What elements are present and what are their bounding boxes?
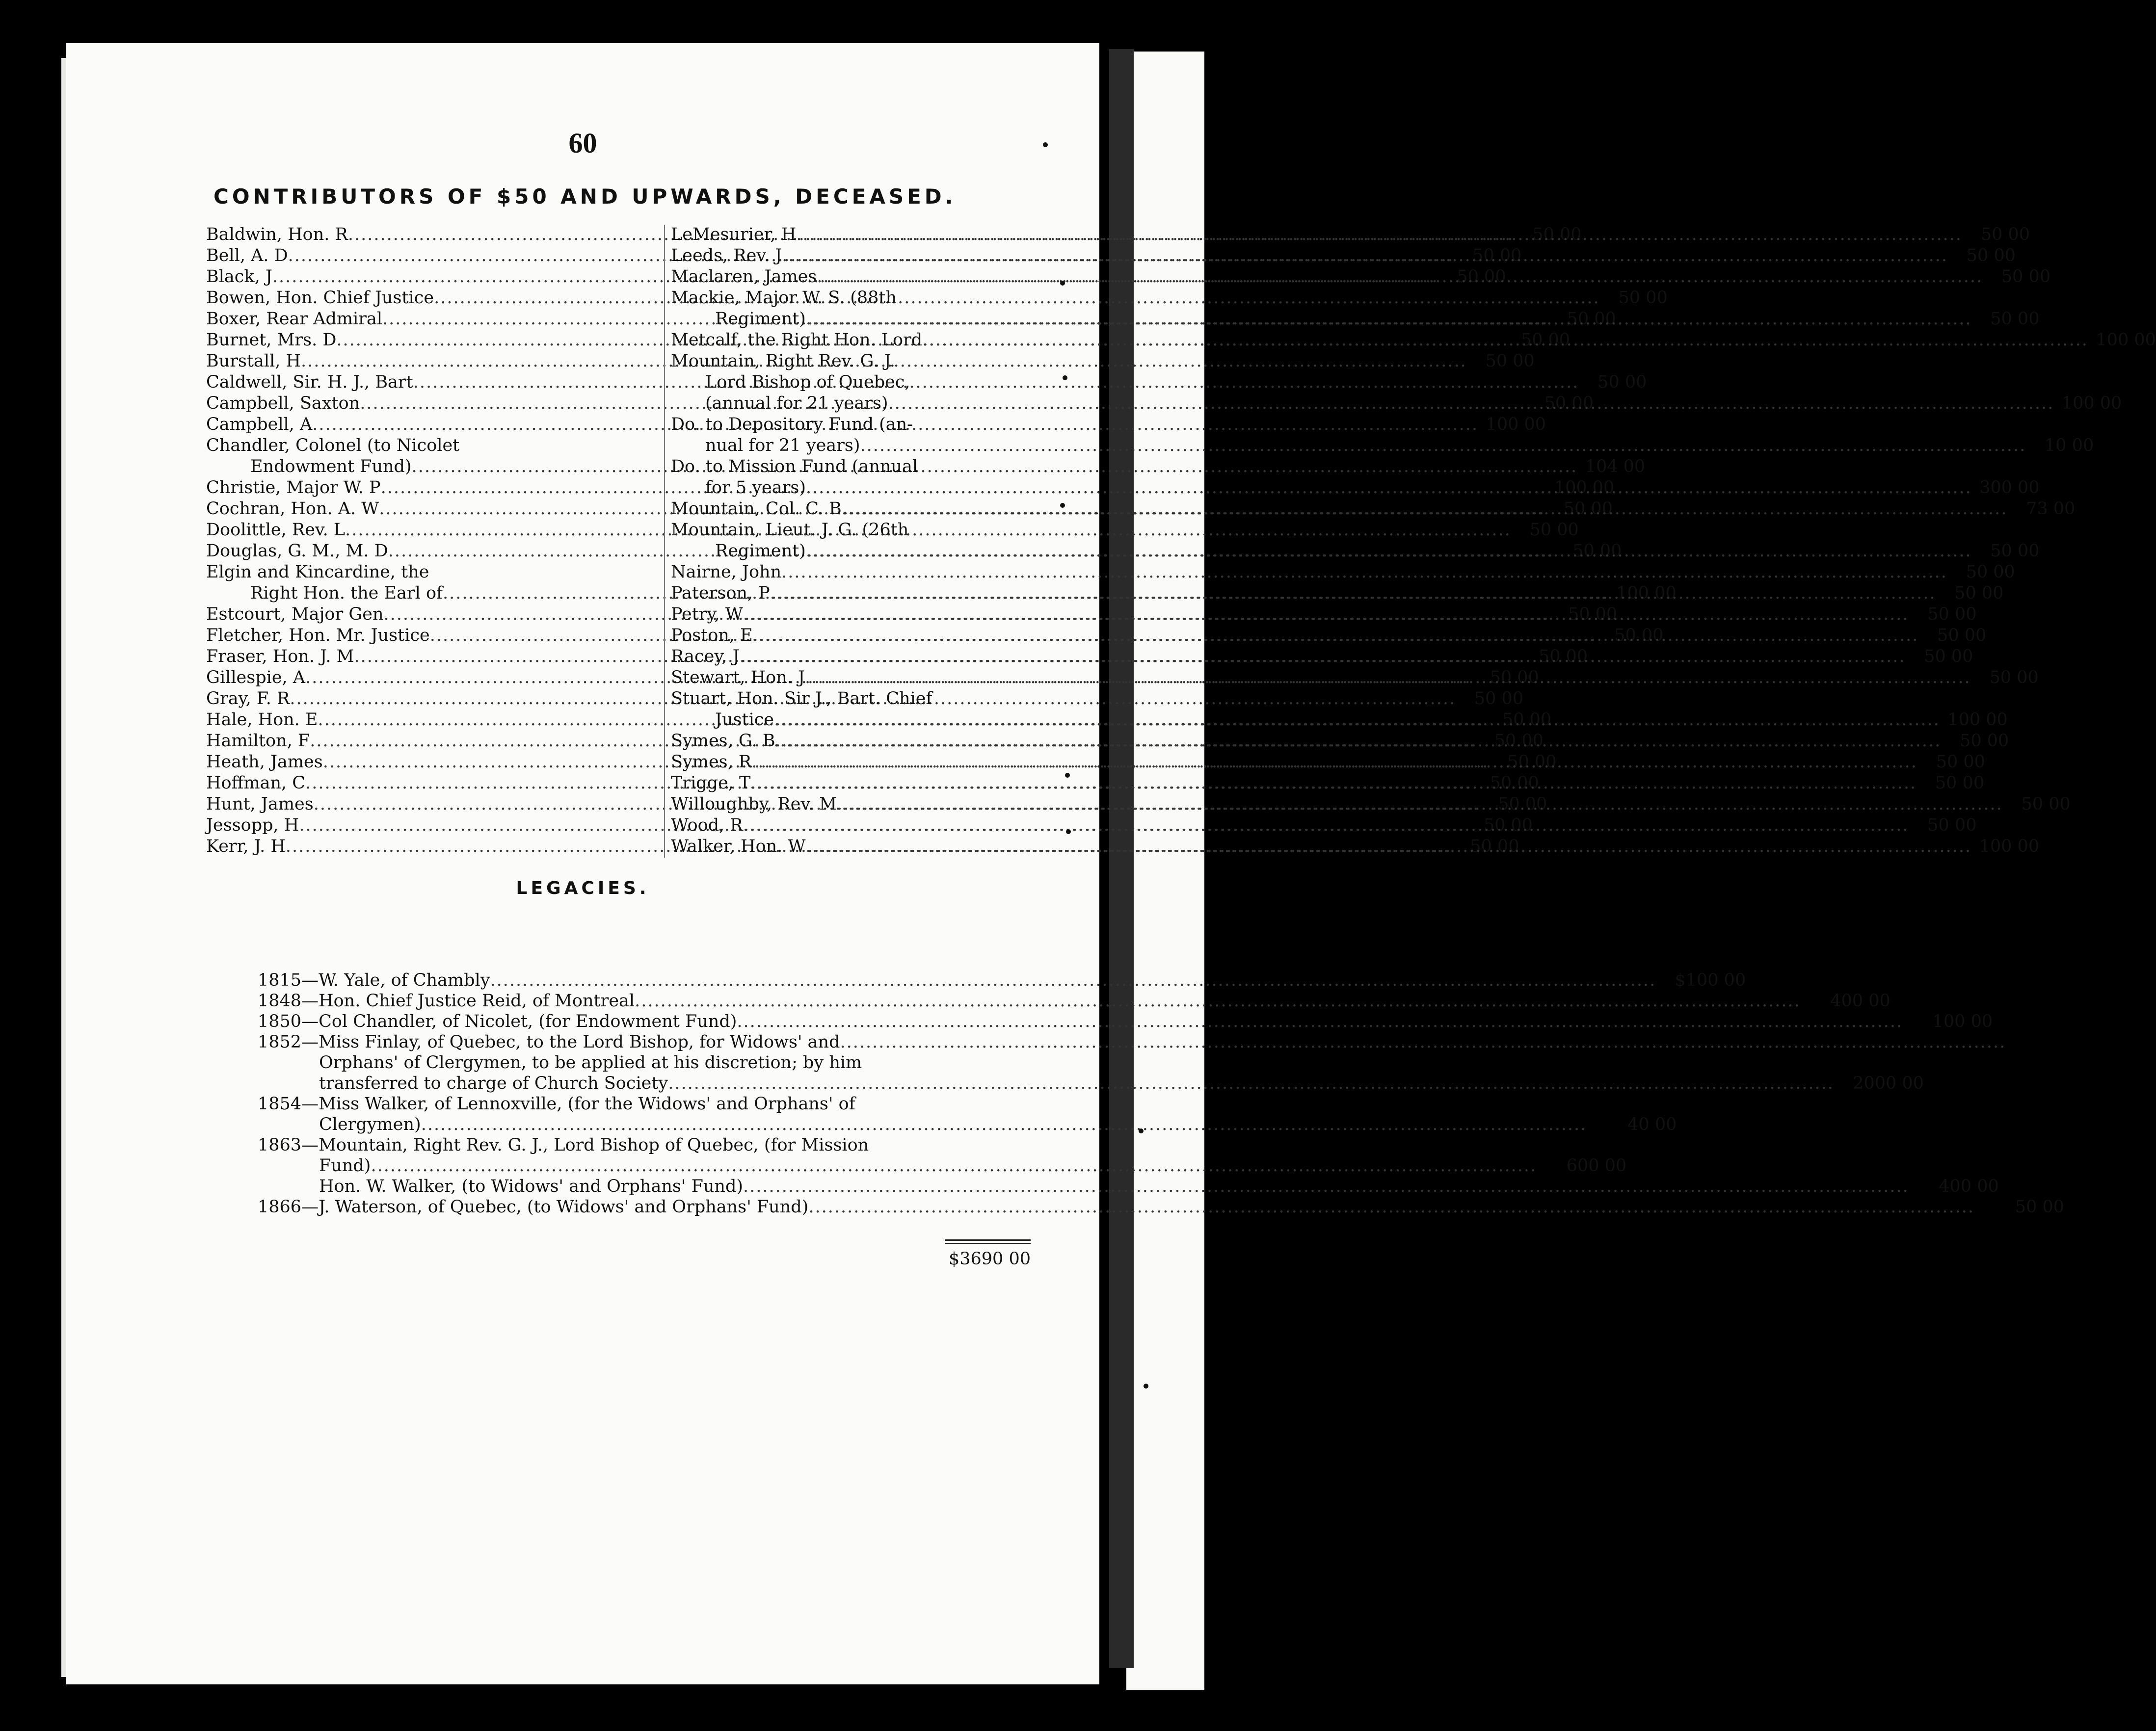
list-item: Hoffman, C ..... 50 00 bbox=[206, 773, 658, 794]
list-item-continued: (annual for 21 years) ..... 100 00 bbox=[671, 393, 1049, 415]
legacies-total: $3690 00 bbox=[948, 1249, 1031, 1269]
list-item: Caldwell, Sir. H. J., Bart ..... 50 00 bbox=[206, 372, 658, 393]
list-item: Mountain, Lieut. J. G. (26th bbox=[671, 520, 909, 540]
list-item: Kerr, J. H ..... 50 00 bbox=[206, 837, 658, 858]
list-item: Poston, E ..... 50 00 bbox=[671, 626, 1049, 647]
list-item: Cochran, Hon. A. W ..... 50 00 bbox=[206, 499, 658, 520]
scan-speck bbox=[1066, 829, 1071, 834]
list-item: Do. to Mission Fund (annual bbox=[671, 457, 918, 476]
list-item: Chandler, Colonel (to Nicolet bbox=[206, 436, 460, 455]
list-item-continued: Regiment) ..... 50 00 bbox=[671, 309, 1049, 330]
list-item: Walker, Hon. W ..... 100 00 bbox=[671, 837, 1049, 858]
list-item: Maclaren, James ..... 50 00 bbox=[671, 267, 1049, 288]
list-item: Paterson, P ..... 50 00 bbox=[671, 583, 1049, 604]
list-item: Boxer, Rear Admiral ..... 50 00 bbox=[206, 309, 658, 330]
list-item: Symes, G. B ..... 50 00 bbox=[671, 731, 1049, 752]
list-item-continued: Right Hon. the Earl of ..... 100 00 bbox=[206, 583, 658, 604]
total-rule bbox=[945, 1243, 1031, 1244]
legacies-heading: LEGACIES. bbox=[516, 878, 650, 898]
list-item: Mountain, Right Rev. G. J. bbox=[671, 351, 895, 371]
list-item: Gray, F. R ..... 50 00 bbox=[206, 689, 658, 710]
legacy-item-continued: Fund) ..... 600 00 bbox=[258, 1156, 1043, 1177]
legacy-item: 1863—Mountain, Right Rev. G. J., Lord Bishop of Quebec, (for Mission bbox=[258, 1135, 869, 1155]
list-item: Doolittle, Rev. L ..... 50 00 bbox=[206, 520, 658, 541]
list-item: Burnet, Mrs. D ..... 50 00 bbox=[206, 330, 658, 351]
list-item: Do. to Depository Fund (an- bbox=[671, 415, 913, 434]
legacy-item: 1852—Miss Finlay, of Quebec, to the Lord Bishop, for Widows' and ..... bbox=[258, 1032, 1043, 1053]
list-item: Stuart, Hon. Sir J., Bart. Chief bbox=[671, 689, 932, 708]
list-item: Willoughby, Rev. M ..... 50 00 bbox=[671, 794, 1049, 815]
list-item: Racey, J ..... 50 00 bbox=[671, 647, 1049, 668]
legacy-item: 1815—W. Yale, of Chambly ..... $100 00 bbox=[258, 970, 1043, 991]
list-item: Petry, W ..... 50 00 bbox=[671, 604, 1049, 626]
legacy-item: 1848—Hon. Chief Justice Reid, of Montreal ..... 400 00 bbox=[258, 991, 1043, 1012]
list-item: Campbell, Saxton ..... 50 00 bbox=[206, 393, 658, 415]
list-item-continued: Endowment Fund) ..... 104 00 bbox=[206, 457, 658, 478]
document-page bbox=[66, 43, 2156, 1684]
list-item: Stewart, Hon. J ..... 50 00 bbox=[671, 668, 1049, 689]
list-item: Jessopp, H ..... 50 00 bbox=[206, 815, 658, 837]
list-item: Metcalf, the Right Hon. Lord ..... 100 00 bbox=[671, 330, 1049, 351]
list-item: LeMesurier, H ..... 50 00 bbox=[671, 225, 1049, 246]
list-item: Gillespie, A ..... 50 00 bbox=[206, 668, 658, 689]
list-item: Estcourt, Major Gen ..... 50 00 bbox=[206, 604, 658, 626]
scan-speck bbox=[1063, 375, 1067, 380]
list-item: Fraser, Hon. J. M ..... 50 00 bbox=[206, 647, 658, 668]
list-item: Bowen, Hon. Chief Justice ..... 50 00 bbox=[206, 288, 658, 309]
legacies-list bbox=[258, 970, 2065, 1218]
scan-speck bbox=[1060, 503, 1065, 508]
list-item: Hamilton, F ..... 50 00 bbox=[206, 731, 658, 752]
list-item: Mountain, Col. C. B ..... 73 00 bbox=[671, 499, 1049, 520]
list-item-continued: nual for 21 years) ..... 10 00 bbox=[671, 436, 1049, 457]
list-item: Nairne, John ..... 50 00 bbox=[671, 562, 1049, 583]
list-item: Trigge, T ..... 50 00 bbox=[671, 773, 1049, 794]
list-item: Leeds, Rev. J ..... 50 00 bbox=[671, 246, 1049, 267]
legacy-item: 1850—Col Chandler, of Nicolet, (for Endowment Fund) ..... 100 00 bbox=[258, 1012, 1043, 1032]
list-item-continued: for 5 years) ..... 300 00 bbox=[671, 478, 1049, 499]
total-rule bbox=[945, 1239, 1031, 1241]
scan-speck bbox=[1043, 142, 1048, 147]
page-number: 60 bbox=[568, 127, 597, 159]
list-item-continued: Justice ..... 100 00 bbox=[671, 710, 1049, 731]
list-item: Mackie, Major W. S. (88th bbox=[671, 288, 897, 308]
list-item: Wood, R ..... 50 00 bbox=[671, 815, 1049, 837]
list-item: Baldwin, Hon. R ..... 50 00 bbox=[206, 225, 658, 246]
scan-speck bbox=[1139, 1128, 1144, 1133]
contributors-heading: CONTRIBUTORS OF $50 AND UPWARDS, DECEASED. bbox=[213, 184, 957, 209]
legacy-item-continued: Orphans' of Clergymen, to be applied at his discretion; by him bbox=[319, 1053, 862, 1073]
list-item-continued: Regiment) ..... 50 00 bbox=[671, 541, 1049, 562]
list-item: Douglas, G. M., M. D ..... 50 00 bbox=[206, 541, 658, 562]
list-item-continued: Lord Bishop of Quebec, bbox=[705, 372, 910, 392]
list-item: Elgin and Kincardine, the bbox=[206, 562, 429, 582]
legacy-item: 1866—J. Waterson, of Quebec, (to Widows' and Orphans' Fund) ..... 50 00 bbox=[258, 1197, 1043, 1218]
scan-speck bbox=[1065, 773, 1070, 778]
list-item: Hunt, James ..... 50 00 bbox=[206, 794, 658, 815]
scan-speck bbox=[1144, 1384, 1148, 1389]
list-item: Campbell, A ..... 100 00 bbox=[206, 415, 658, 436]
legacy-item: 1854—Miss Walker, of Lennoxville, (for the Widows' and Orphans' of bbox=[258, 1094, 855, 1114]
list-item: Black, J ..... 50 00 bbox=[206, 267, 658, 288]
legacy-item-continued: Hon. W. Walker, (to Widows' and Orphans' Fund) ..... 400 00 bbox=[258, 1177, 1043, 1197]
legacy-item-continued: transferred to charge of Church Society ..... 2000 00 bbox=[258, 1074, 1043, 1094]
list-item: Burstall, H ..... 50 00 bbox=[206, 351, 658, 372]
list-item: Hale, Hon. E ..... 50 00 bbox=[206, 710, 658, 731]
list-item: Symes, R ..... 50 00 bbox=[671, 752, 1049, 773]
list-item: Christie, Major W. P ..... 100 00 bbox=[206, 478, 658, 499]
list-item: Heath, James ..... 50 00 bbox=[206, 752, 658, 773]
list-item: Fletcher, Hon. Mr. Justice ..... 50 00 bbox=[206, 626, 658, 647]
scan-speck bbox=[1060, 281, 1065, 286]
list-item: Bell, A. D ..... 50 00 bbox=[206, 246, 658, 267]
legacy-item-continued: Clergymen) ..... 40 00 bbox=[258, 1115, 1043, 1135]
